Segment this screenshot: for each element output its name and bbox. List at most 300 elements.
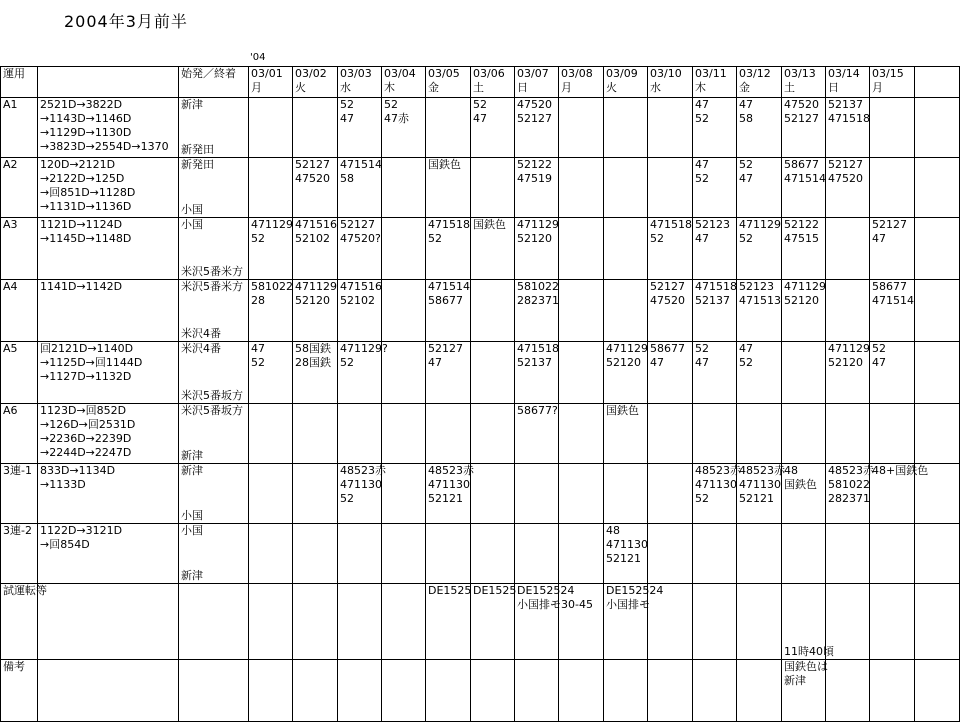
vehicle-cell <box>426 158 471 218</box>
start-station: 米沢4番 <box>181 342 221 355</box>
vehicle-cell <box>782 660 826 722</box>
vehicle-cell <box>515 280 559 342</box>
vehicle-cell <box>338 342 388 404</box>
vehicle-cell <box>382 158 426 218</box>
vehicle-cell <box>782 584 834 660</box>
vehicle-cell <box>471 218 515 280</box>
start-station: 小国 <box>181 218 203 231</box>
schedule-row <box>1 158 960 218</box>
vehicle-line: 47515 <box>784 232 819 245</box>
route-cell <box>38 524 179 584</box>
start-end-cell <box>179 342 249 404</box>
vehicle-line: 58677 <box>428 294 463 307</box>
vehicle-cell <box>604 98 648 158</box>
vehicle-line: 52123 <box>695 218 730 231</box>
vehicle-cell <box>870 280 915 342</box>
vehicle-cell <box>426 584 471 660</box>
vehicle-cell <box>338 218 382 280</box>
start-station: 新津 <box>181 464 203 477</box>
vehicle-line: 471129 <box>517 218 559 231</box>
vehicle-cell <box>382 464 426 524</box>
vehicle-line: 58 <box>739 112 753 125</box>
vehicle-cell <box>693 524 737 584</box>
vehicle-line: 52 <box>695 492 709 505</box>
header-date-cell <box>648 67 693 98</box>
unyo-cell: 備考 <box>1 660 38 722</box>
vehicle-line: 471130 <box>428 478 470 491</box>
header-route <box>38 67 179 98</box>
vehicle-line: 471129 <box>295 280 337 293</box>
vehicle-cell <box>604 158 648 218</box>
time-note-line: 11時40頃 <box>784 645 834 658</box>
header-dow: 火 <box>295 81 306 94</box>
vehicle-cell <box>249 280 293 342</box>
vehicle-cell <box>471 404 515 464</box>
start-end-cell <box>179 280 249 342</box>
unyo-cell: A1 <box>1 98 38 158</box>
vehicle-line: 52127 <box>340 218 375 231</box>
vehicle-line: 471129 <box>784 280 826 293</box>
vehicle-line: 52120 <box>784 294 819 307</box>
vehicle-cell <box>382 342 426 404</box>
vehicle-line: 471518 <box>695 280 737 293</box>
vehicle-cell <box>471 280 515 342</box>
vehicle-line: 52 <box>739 232 753 245</box>
vehicle-line: 48 <box>784 464 798 477</box>
route-cell <box>38 98 179 158</box>
vehicle-cell <box>293 342 338 404</box>
vehicle-line: 52127 <box>428 342 463 355</box>
header-date-cell <box>382 67 426 98</box>
unyo-cell: A3 <box>1 218 38 280</box>
extra-cell <box>915 280 960 342</box>
route-cell <box>38 342 179 404</box>
header-dow: 火 <box>606 81 617 94</box>
vehicle-line: 小国排モ30-45 <box>517 598 593 611</box>
vehicle-line: 471516 <box>295 218 337 231</box>
unyo-cell: 3連-1 <box>1 464 38 524</box>
vehicle-cell <box>782 158 826 218</box>
vehicle-cell <box>870 342 915 404</box>
route-cell <box>38 404 179 464</box>
route-cell <box>38 464 179 524</box>
end-station: 米沢5番坂方 <box>181 389 243 402</box>
vehicle-line: 52 <box>695 342 709 355</box>
vehicle-line: 52 <box>251 356 265 369</box>
start-station <box>181 584 248 598</box>
header-dow: 金 <box>428 81 439 94</box>
schedule-row <box>1 280 960 342</box>
unyo-cell: 試運転等 <box>1 584 38 660</box>
vehicle-cell <box>471 524 515 584</box>
unyo-cell: A2 <box>1 158 38 218</box>
start-end-cell <box>179 660 249 722</box>
schedule-table <box>0 66 960 722</box>
vehicle-line: 52 <box>340 492 354 505</box>
header-date-cell <box>515 67 559 98</box>
vehicle-line: 471130 <box>606 538 648 551</box>
vehicle-cell <box>338 584 382 660</box>
vehicle-line: 47 <box>739 98 753 111</box>
schedule-row <box>1 464 960 524</box>
vehicle-cell <box>870 584 915 660</box>
header-start-end: 始発／終着 <box>179 67 249 98</box>
year-note: '04 <box>250 52 266 63</box>
vehicle-line: 471129? <box>340 342 388 355</box>
vehicle-cell <box>338 158 382 218</box>
vehicle-cell <box>382 660 426 722</box>
vehicle-cell <box>515 524 559 584</box>
vehicle-line: 471518 <box>517 342 559 355</box>
vehicle-cell <box>782 342 826 404</box>
vehicle-cell <box>870 98 915 158</box>
vehicle-cell <box>515 98 559 158</box>
start-station: 新津 <box>181 98 203 111</box>
route-line: →1133D <box>40 478 86 491</box>
vehicle-line: 47520 <box>650 294 685 307</box>
route-line: →3823D→2554D→1370 <box>40 140 169 153</box>
vehicle-cell <box>826 342 870 404</box>
vehicle-line: 52102 <box>295 232 330 245</box>
vehicle-cell <box>826 584 870 660</box>
vehicle-line: 471129 <box>739 218 781 231</box>
vehicle-cell <box>604 404 648 464</box>
vehicle-line: 47 <box>695 232 709 245</box>
header-date-cell <box>249 67 293 98</box>
vehicle-line: 47 <box>251 342 265 355</box>
header-extra <box>915 67 960 98</box>
route-line: →2236D→2239D <box>40 432 132 445</box>
route-cell <box>38 660 179 722</box>
vehicle-cell <box>604 660 648 722</box>
start-end-cell <box>179 98 249 158</box>
vehicle-line: 52 <box>739 158 753 171</box>
unyo-cell: A4 <box>1 280 38 342</box>
header-dow: 月 <box>872 81 883 94</box>
vehicle-line: 58677? <box>517 404 558 417</box>
vehicle-cell <box>249 584 293 660</box>
vehicle-cell <box>426 280 471 342</box>
schedule-row <box>1 218 960 280</box>
vehicle-line: 471518 <box>650 218 692 231</box>
vehicle-line: 282371 <box>828 492 870 505</box>
vehicle-cell <box>471 98 515 158</box>
vehicle-cell <box>293 218 338 280</box>
header-date: 03/14 <box>828 67 860 80</box>
vehicle-line: 52127 <box>517 112 552 125</box>
vehicle-line: 52127 <box>295 158 330 171</box>
vehicle-cell <box>737 660 782 722</box>
vehicle-cell <box>515 660 559 722</box>
vehicle-line: 52127 <box>828 158 863 171</box>
vehicle-line: 28 <box>251 294 265 307</box>
header-date-cell <box>693 67 737 98</box>
header-date-cell <box>426 67 471 98</box>
vehicle-cell <box>737 98 782 158</box>
vehicle-line: 52121 <box>606 552 641 565</box>
vehicle-line: DE152524 <box>517 584 575 597</box>
route-cell <box>38 584 179 660</box>
vehicle-line: 52 <box>739 356 753 369</box>
vehicle-line: 471514 <box>872 294 914 307</box>
vehicle-cell <box>338 404 382 464</box>
vehicle-cell <box>648 464 693 524</box>
vehicle-cell <box>249 404 293 464</box>
vehicle-cell <box>515 342 559 404</box>
start-end-cell <box>179 158 249 218</box>
header-date: 03/05 <box>428 67 460 80</box>
header-dow: 水 <box>650 81 661 94</box>
vehicle-cell <box>782 98 826 158</box>
vehicle-cell <box>737 342 782 404</box>
route-line: 回2121D→1140D <box>40 342 134 355</box>
vehicle-cell <box>693 584 737 660</box>
header-date-cell <box>737 67 782 98</box>
extra-cell <box>915 404 960 464</box>
header-date: 03/13 <box>784 67 816 80</box>
vehicle-cell <box>559 404 604 464</box>
vehicle-cell <box>648 342 693 404</box>
header-dow: 金 <box>739 81 750 94</box>
route-line: 1141D→1142D <box>40 280 123 293</box>
vehicle-line: 28国鉄 <box>295 356 331 369</box>
end-station: 小国 <box>181 203 203 216</box>
header-date-cell <box>293 67 338 98</box>
vehicle-cell <box>782 218 826 280</box>
header-row <box>1 67 960 98</box>
vehicle-line: 47520 <box>295 172 330 185</box>
unyo-cell: 3連-2 <box>1 524 38 584</box>
vehicle-cell <box>293 524 338 584</box>
vehicle-line: 52 <box>872 342 886 355</box>
vehicle-cell <box>249 158 293 218</box>
vehicle-cell <box>870 218 915 280</box>
vehicle-cell <box>559 524 604 584</box>
vehicle-cell <box>338 660 382 722</box>
vehicle-line: 48523赤 <box>828 464 874 477</box>
vehicle-cell <box>515 464 559 524</box>
start-station: 新発田 <box>181 158 214 171</box>
vehicle-cell <box>648 280 693 342</box>
header-date: 03/07 <box>517 67 549 80</box>
vehicle-line: 52 <box>340 98 354 111</box>
unyo-cell: A6 <box>1 404 38 464</box>
header-date-cell <box>471 67 515 98</box>
vehicle-cell <box>338 464 386 524</box>
route-line: 120D→2121D <box>40 158 116 171</box>
extra-cell <box>915 524 960 584</box>
vehicle-line: 471516 <box>340 280 382 293</box>
vehicle-cell <box>382 584 426 660</box>
header-date: 03/15 <box>872 67 904 80</box>
vehicle-line: 471130 <box>340 478 382 491</box>
vehicle-cell <box>559 660 604 722</box>
vehicle-cell <box>826 218 870 280</box>
vehicle-cell <box>648 584 693 660</box>
vehicle-line: 47 <box>739 342 753 355</box>
vehicle-cell <box>338 524 382 584</box>
vehicle-cell <box>515 584 593 660</box>
vehicle-line: 282371 <box>517 294 559 307</box>
vehicle-cell <box>471 584 515 660</box>
vehicle-cell <box>604 280 648 342</box>
vehicle-line: 52122 <box>517 158 552 171</box>
vehicle-cell <box>870 660 915 722</box>
vehicle-line: 52127 <box>784 112 819 125</box>
vehicle-line: 581022 <box>517 280 559 293</box>
route-line: →1127D→1132D <box>40 370 132 383</box>
vehicle-cell <box>471 342 515 404</box>
vehicle-cell <box>648 98 693 158</box>
header-date: 03/04 <box>384 67 416 80</box>
vehicle-cell <box>559 464 604 524</box>
vehicle-cell <box>249 464 293 524</box>
vehicle-cell <box>737 404 782 464</box>
header-date: 03/10 <box>650 67 682 80</box>
header-date: 03/11 <box>695 67 727 80</box>
vehicle-cell <box>826 98 870 158</box>
vehicle-cell <box>249 524 293 584</box>
vehicle-line: 52120 <box>606 356 641 369</box>
vehicle-line: 48+国鉄色 <box>872 464 929 477</box>
route-line: 2521D→3822D <box>40 98 123 111</box>
vehicle-line: 471130 <box>695 478 737 491</box>
start-end-cell <box>179 218 249 280</box>
vehicle-line: 58677 <box>650 342 685 355</box>
start-station <box>181 660 248 674</box>
vehicle-cell <box>426 404 471 464</box>
vehicle-cell <box>293 404 338 464</box>
route-line: →126D→回2531D <box>40 418 136 431</box>
vehicle-line: 58国鉄 <box>295 342 331 355</box>
route-cell <box>38 280 179 342</box>
vehicle-cell <box>471 660 515 722</box>
end-station: 新発田 <box>181 143 214 156</box>
vehicle-cell <box>648 524 693 584</box>
vehicle-line: 471513 <box>739 294 781 307</box>
vehicle-line: 47519 <box>517 172 552 185</box>
header-dow: 日 <box>828 81 839 94</box>
vehicle-line: 52127 <box>872 218 907 231</box>
header-dow: 月 <box>561 81 572 94</box>
header-dow: 日 <box>517 81 528 94</box>
end-station: 米沢5番米方 <box>181 265 243 278</box>
header-dow: 木 <box>695 81 706 94</box>
vehicle-cell <box>559 584 604 660</box>
vehicle-line: 58 <box>340 172 354 185</box>
vehicle-line: 47520 <box>517 98 552 111</box>
vehicle-line: 58677 <box>784 158 819 171</box>
vehicle-cell <box>293 464 338 524</box>
vehicle-line: 52137 <box>695 294 730 307</box>
header-dow: 月 <box>251 81 262 94</box>
extra-cell <box>915 342 960 404</box>
vehicle-cell <box>693 98 737 158</box>
vehicle-cell <box>648 660 693 722</box>
vehicle-line: 47 <box>473 112 487 125</box>
vehicle-cell <box>382 524 426 584</box>
vehicle-line: 48523赤 <box>695 464 741 477</box>
vehicle-line: 52137 <box>828 98 863 111</box>
end-station: 新津 <box>181 569 203 582</box>
vehicle-line: 国鉄色 <box>428 158 461 171</box>
route-line: 833D→1134D <box>40 464 116 477</box>
vehicle-cell <box>426 342 471 404</box>
start-end-cell <box>179 584 249 660</box>
vehicle-line: 52137 <box>517 356 552 369</box>
end-station: 小国 <box>181 509 203 522</box>
vehicle-line: 52 <box>340 356 354 369</box>
vehicle-line: 52120 <box>517 232 552 245</box>
header-dow: 土 <box>473 81 484 94</box>
schedule-row <box>1 404 960 464</box>
route-line: →1129D→1130D <box>40 126 132 139</box>
vehicle-cell <box>737 280 782 342</box>
header-date: 03/01 <box>251 67 283 80</box>
vehicle-cell <box>782 404 826 464</box>
vehicle-cell <box>826 524 870 584</box>
route-cell <box>38 158 179 218</box>
vehicle-line: 52 <box>695 172 709 185</box>
route-line: →2244D→2247D <box>40 446 132 459</box>
vehicle-line: 52 <box>251 232 265 245</box>
vehicle-cell <box>826 280 870 342</box>
vehicle-cell <box>471 464 515 524</box>
vehicle-line: 47 <box>872 232 886 245</box>
vehicle-line: 471129 <box>606 342 648 355</box>
vehicle-line: 52 <box>473 98 487 111</box>
vehicle-line: 58677 <box>872 280 907 293</box>
vehicle-line: 52120 <box>295 294 330 307</box>
route-line: 1123D→回852D <box>40 404 127 417</box>
extra-cell <box>915 218 960 280</box>
vehicle-line: 47520? <box>340 232 381 245</box>
vehicle-line: 52123 <box>739 280 774 293</box>
vehicle-cell <box>382 280 426 342</box>
vehicle-cell <box>426 524 471 584</box>
vehicle-cell <box>293 660 338 722</box>
header-date: 03/08 <box>561 67 593 80</box>
vehicle-line: 48 <box>606 524 620 537</box>
end-station: 新津 <box>181 449 203 462</box>
vehicle-line: 581022 <box>828 478 870 491</box>
vehicle-line: 47 <box>695 356 709 369</box>
header-date-cell <box>338 67 382 98</box>
vehicle-cell <box>293 158 338 218</box>
vehicle-line: 小国排モ <box>606 598 650 611</box>
start-station: 米沢5番坂方 <box>181 404 243 417</box>
header-dow: 土 <box>784 81 795 94</box>
vehicle-line: 52121 <box>428 492 463 505</box>
vehicle-line: 52 <box>695 112 709 125</box>
vehicle-line: 47 <box>739 172 753 185</box>
vehicle-cell <box>515 404 559 464</box>
vehicle-cell <box>249 218 293 280</box>
vehicle-cell <box>870 404 915 464</box>
vehicle-cell <box>693 218 737 280</box>
vehicle-cell <box>870 524 915 584</box>
start-station: 小国 <box>181 524 203 537</box>
vehicle-line: 52122 <box>784 218 819 231</box>
start-end-cell <box>179 524 249 584</box>
schedule-row <box>1 660 960 722</box>
header-date: 03/12 <box>739 67 771 80</box>
page-title: 2004年3月前半 <box>64 12 188 31</box>
vehicle-cell <box>293 584 338 660</box>
vehicle-cell <box>382 218 426 280</box>
vehicle-cell <box>870 464 929 524</box>
schedule-row <box>1 584 960 660</box>
